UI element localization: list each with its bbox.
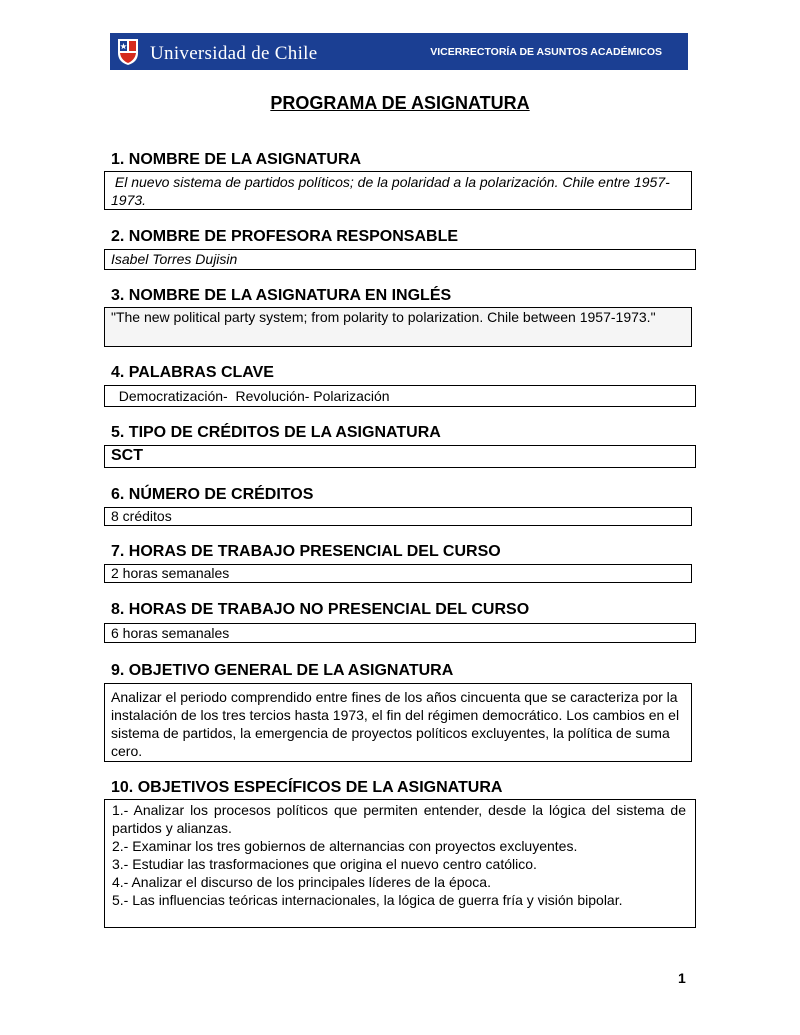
specific-objective-item: 3.- Estudiar las trasformaciones que origina el nuevo centro católico. [112,856,537,872]
university-crest-icon [116,37,140,66]
section-6-box [104,507,692,526]
vicerrectoria-label: VICERRECTORÍA DE ASUNTOS ACADÉMICOS [430,46,662,58]
course-name: El nuevo sistema de partidos políticos; de la polaridad a la polarización. Chile entre 1957- 1973. [111,174,674,208]
section-7-title: 7. HORAS DE TRABAJO PRESENCIAL DEL CURSO [111,543,501,560]
section-7-box [104,564,692,583]
section-4-box [104,385,696,407]
university-name: Universidad de Chile [150,43,318,64]
course-name-english: "The new political party system; from polarity to polarization. Chile between 1957-1973." [111,309,656,325]
section-3-title: 3. NOMBRE DE LA ASIGNATURA EN INGLÉS [111,287,452,304]
keywords: Democratización- Revolución- Polarización [111,388,390,404]
section-9-title: 9. OBJETIVO GENERAL DE LA ASIGNATURA [111,662,454,679]
document-title: PROGRAMA DE ASIGNATURA [270,93,530,113]
section-6-title: 6. NÚMERO DE CRÉDITOS [111,486,314,503]
section-4-title: 4. PALABRAS CLAVE [111,364,274,381]
professor-name: Isabel Torres Dujisin [111,251,238,267]
section-5-box [104,445,696,468]
section-1-title: 1. NOMBRE DE LA ASIGNATURA [111,151,362,168]
section-2-title: 2. NOMBRE DE PROFESORA RESPONSABLE [111,228,459,245]
presential-hours: 2 horas semanales [111,565,230,581]
section-8-box [104,623,696,643]
section-9-box [104,683,692,762]
non-presential-hours: 6 horas semanales [111,625,230,641]
section-8-title: 8. HORAS DE TRABAJO NO PRESENCIAL DEL CURSO [111,601,530,618]
specific-objective-item: 5.- Las influencias teóricas internacionales, la lógica de guerra fría y visión bipolar. [112,892,623,908]
header-banner [110,33,688,70]
specific-objective-item: 1.- Analizar los procesos políticos que permiten entender, desde la lógica del sistema de partidos y alianzas. [112,802,686,836]
section-10-box [104,799,696,928]
specific-objective-item: 4.- Analizar el discurso de los principales líderes de la época. [112,874,491,890]
section-10-title: 10. OBJETIVOS ESPECÍFICOS DE LA ASIGNATURA [111,779,503,796]
credit-count: 8 créditos [111,508,172,524]
page-number: 1 [678,970,686,986]
specific-objective-item: 2.- Examinar los tres gobiernos de alternancias con proyectos excluyentes. [112,838,578,854]
section-3-box [104,307,692,347]
credit-type: SCT [111,447,143,464]
section-1-box [104,171,692,210]
section-5-title: 5. TIPO DE CRÉDITOS DE LA ASIGNATURA [111,424,441,441]
section-2-box [104,249,696,270]
general-objective: Analizar el periodo comprendido entre fines de los años cincuenta que se caracteriza por la instalación de los tres tercios hasta 1973, el fin del régimen democrático. Los cambios en el sistema de partidos, la emergencia de proyectos políticos excluyentes, la política de suma cero. [111,689,680,759]
